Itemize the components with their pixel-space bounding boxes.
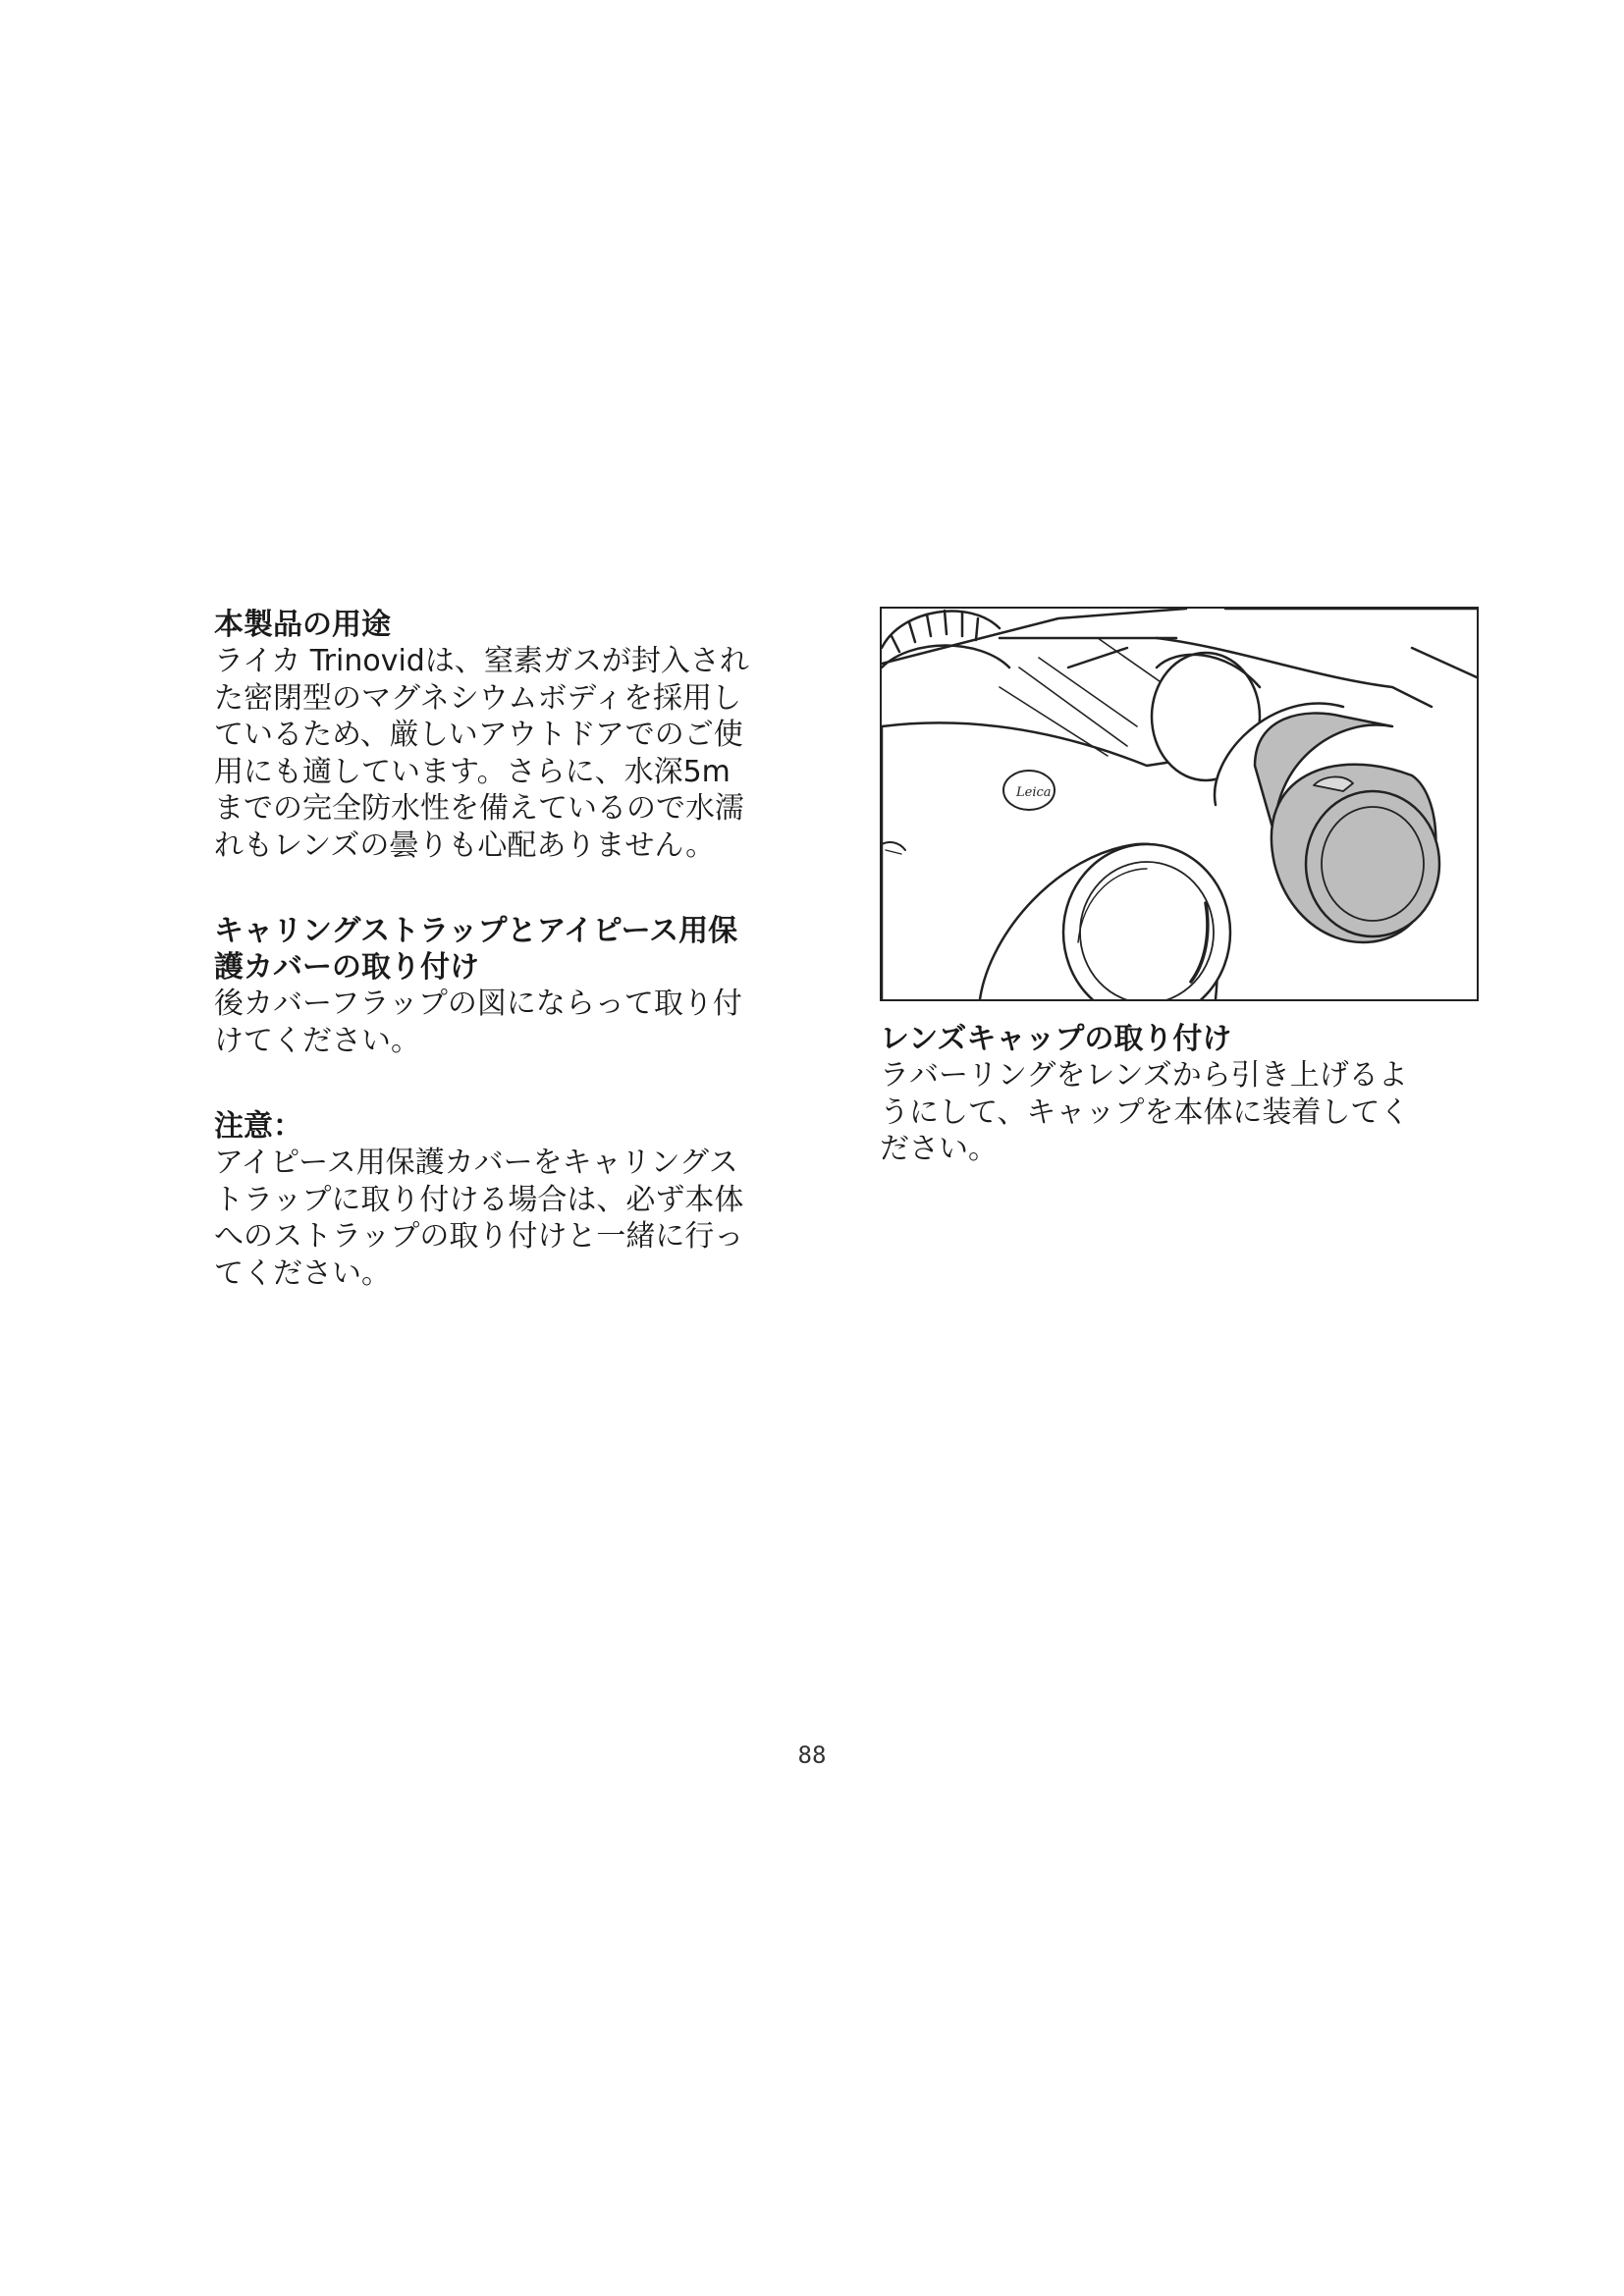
section-heading: レンズキャップの取り付け bbox=[880, 1022, 1232, 1056]
right-column bbox=[880, 607, 1481, 1217]
page-number: 88 bbox=[797, 1741, 827, 1769]
section-body: 後カバーフラップの図にならって取り付 けてください。 bbox=[214, 987, 742, 1058]
section-heading: 本製品の用途 bbox=[214, 608, 391, 642]
section-heading: キャリングストラップとアイピース用保 護カバーの取り付け bbox=[214, 914, 738, 985]
section-intended-use bbox=[214, 607, 815, 864]
section-strap-attachment bbox=[214, 913, 815, 1059]
left-column bbox=[214, 607, 815, 1341]
leica-logo-text: Leica bbox=[1016, 785, 1052, 800]
section-lens-cap bbox=[880, 1021, 1481, 1168]
section-heading: 注意： bbox=[214, 1109, 302, 1144]
section-body: ライカ Trinovidは、窒素ガスが封入され た密閉型のマグネシウムボディを採用し ているため、厳しいアウトドアでのご使 用にも適しています。さらに、水深5m までの完全防水性を備えているので水濡 れもレンズの曇りも心配ありません。 bbox=[214, 644, 749, 863]
section-body: ラバーリングをレンズから引き上げるよ うにして、キャップを本体に装着してく ださい。 bbox=[880, 1058, 1410, 1166]
section-body: アイピース用保護カバーをキャリングス トラップに取り付ける場合は、必ず本体 へのストラップの取り付けと一緒に行っ てください。 bbox=[214, 1146, 744, 1291]
section-note bbox=[214, 1108, 815, 1292]
binocular-drawing bbox=[882, 609, 1477, 999]
binocular-lens-cap-illustration bbox=[880, 607, 1479, 1001]
